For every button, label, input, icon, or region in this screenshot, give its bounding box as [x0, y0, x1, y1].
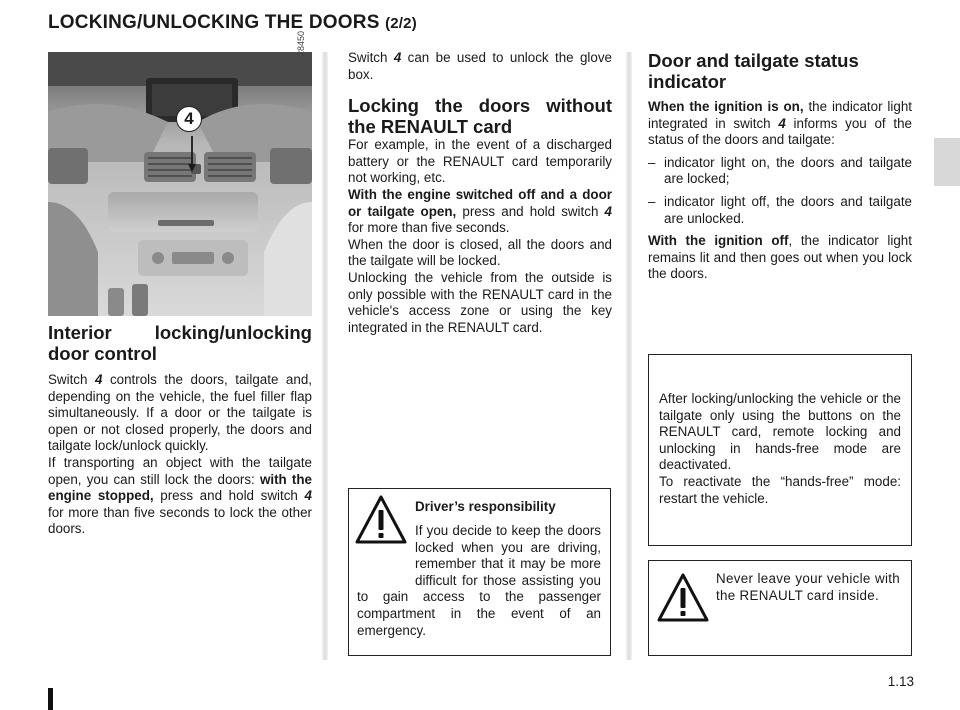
- switch-ref: 4: [393, 50, 402, 65]
- text: informs you of the status of the doors and tailgate:: [648, 115, 912, 148]
- text: for more than five seconds.: [348, 220, 510, 236]
- list-item: – indicator light off, the doors and tailgate are unlocked.: [648, 194, 912, 227]
- text: If you decide to keep the doors locked when you are driving, remember that it may be more difficult for those assisting you to gain access to the passenger compartment in the event of an emergency.: [357, 523, 601, 638]
- icon-spacer: [357, 523, 415, 585]
- bold-text: with the engine stopped,: [48, 471, 312, 504]
- dashboard-photo: [48, 52, 312, 316]
- note-paragraph: To reactivate the “hands-free” mode: restart the vehicle.: [659, 473, 901, 506]
- text: If transporting an object with the tailgate open, you can still lock the doors:: [48, 454, 312, 487]
- column-divider-2: [626, 52, 632, 660]
- switch-ref: 4: [304, 488, 312, 504]
- section-heading-status-indicator: Door and tailgate status indicator: [648, 50, 859, 92]
- page-number: 1.13: [887, 674, 914, 689]
- column-1: [48, 322, 312, 538]
- warning-triangle-icon: [657, 573, 709, 625]
- list-item: – indicator light on, the doors and tailgate are locked;: [648, 155, 912, 188]
- note-paragraph: After locking/unlocking the vehicle or the tailgate only using the buttons on the RENAULT card, remote locking and unlocking in hands-free mode are deactivated.: [659, 391, 901, 473]
- text: press and hold switch: [456, 203, 605, 219]
- note-box-hands-free: [648, 354, 912, 546]
- status-list: [648, 155, 912, 227]
- paragraph: When the door is closed, all the doors and the tailgate will be locked.: [348, 236, 612, 269]
- section-tab: [934, 138, 960, 186]
- text: the indicator light integrated in switch: [648, 99, 912, 131]
- paragraph: Unlocking the vehicle from the outside is only possible with the RENAULT card in the vehicle's access zone or using the key integrated in the RENAULT card.: [348, 269, 612, 335]
- page-title-text: LOCKING/UNLOCKING THE DOORS: [48, 12, 380, 33]
- paragraph: [648, 233, 912, 283]
- section-heading-interior: Interior locking/unlocking door control: [48, 322, 312, 364]
- callout-number: 4: [184, 109, 194, 128]
- bold-text: With the engine switched off and a door or tailgate open,: [348, 186, 612, 219]
- switch-ref: 4: [778, 115, 786, 131]
- text: Switch: [48, 372, 95, 387]
- text: can be used to unlock the glove box.: [348, 50, 612, 82]
- column-2: [348, 50, 612, 336]
- paragraph: [348, 187, 612, 237]
- paragraph: [48, 372, 312, 455]
- warning-title: Driver’s responsibility: [415, 499, 556, 514]
- text: press and hold switch: [153, 488, 305, 504]
- text: , the indicator light remains lit and then goes out when you lock the doors.: [648, 233, 912, 282]
- corner-mark: [48, 688, 53, 710]
- bold-text: With the ignition off: [648, 233, 789, 249]
- page-title: [48, 12, 417, 34]
- warning-text: [357, 523, 601, 639]
- bold-text: When the ignition is on,: [648, 99, 804, 114]
- warning-box-drivers-responsibility: [348, 488, 611, 656]
- callout-badge: [176, 106, 202, 132]
- paragraph: For example, in the event of a discharged battery or the RENAULT card temporarily not working, etc.: [348, 137, 612, 186]
- text: for more than five seconds to lock the other doors.: [48, 504, 312, 537]
- column-divider-1: [322, 52, 328, 660]
- page-title-suffix: (2/2): [385, 15, 417, 32]
- paragraph: [48, 455, 312, 538]
- paragraph: [648, 99, 912, 149]
- paragraph: [348, 50, 612, 83]
- text: controls the doors, tailgate and, depending on the vehicle, the fuel filler flap simultaneously. If a door or the tailgate is open or not closed properly, the doors and tailgate lock/unlock quickly.: [48, 372, 312, 454]
- switch-ref: 4: [94, 372, 103, 387]
- figure-code: 28450: [296, 30, 306, 56]
- text: Switch: [348, 50, 394, 65]
- warning-box-card-inside: [648, 560, 912, 656]
- warning-text: Never leave your vehicle with the RENAULT card inside.: [716, 571, 900, 603]
- column-3: [648, 50, 912, 283]
- switch-ref: 4: [604, 203, 612, 219]
- section-heading-locking: Locking the doors without the RENAULT card: [348, 95, 612, 138]
